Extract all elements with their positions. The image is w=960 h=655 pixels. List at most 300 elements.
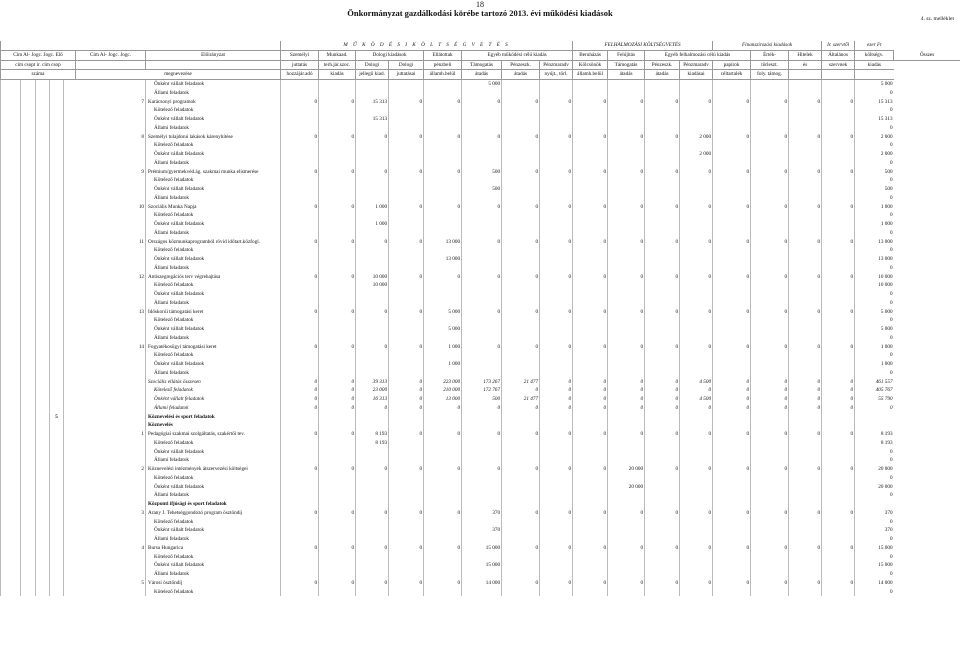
- row-code-2: [21, 456, 36, 465]
- row-value: [822, 351, 855, 360]
- row-value: 0: [680, 168, 713, 177]
- row-value: 0: [540, 98, 573, 107]
- row-value: [424, 150, 462, 159]
- row-value: [389, 211, 424, 220]
- row-code-1: [1, 360, 21, 369]
- row-value: [540, 553, 573, 562]
- row-value: [462, 413, 502, 422]
- row-value: 0: [462, 308, 502, 317]
- row-value: 0: [502, 133, 540, 142]
- header-col-label: Egyéb működési célú kiadás: [462, 50, 573, 60]
- table-row: [1, 159, 960, 168]
- row-value: [356, 570, 389, 579]
- header-blank: [76, 60, 146, 70]
- row-value: 0: [281, 238, 319, 247]
- row-value: 0: [713, 133, 751, 142]
- row-value: 0: [281, 133, 319, 142]
- row-value: [573, 316, 608, 325]
- row-value: [573, 483, 608, 492]
- row-value: [751, 281, 789, 290]
- row-value: [502, 80, 540, 89]
- row-value: 2 000: [680, 150, 713, 159]
- row-value: 0: [608, 378, 645, 387]
- row-value: 0: [713, 404, 751, 413]
- table-row: [1, 421, 960, 430]
- row-value: 0: [281, 544, 319, 553]
- row-code-1: [1, 194, 21, 203]
- row-value: [462, 141, 502, 150]
- table-row: [1, 273, 960, 282]
- row-section-number: [50, 203, 64, 212]
- row-value: [608, 176, 645, 185]
- row-value: [645, 211, 680, 220]
- row-value: [680, 255, 713, 264]
- row-value: [424, 290, 462, 299]
- row-value: 0: [713, 509, 751, 518]
- row-number: [64, 456, 146, 465]
- row-value: 0: [680, 430, 713, 439]
- row-value: 0: [389, 168, 424, 177]
- row-value: [389, 456, 424, 465]
- row-value: [389, 518, 424, 527]
- row-value: [822, 325, 855, 334]
- row-value: 0: [822, 308, 855, 317]
- row-value: [502, 141, 540, 150]
- row-value: [789, 413, 822, 422]
- row-value: 0: [540, 386, 573, 395]
- row-label: Önként vállalt feladatok: [146, 150, 281, 159]
- row-value: [645, 281, 680, 290]
- row-value: [319, 351, 356, 360]
- row-value: 0: [319, 133, 356, 142]
- row-label: Kötelező feladatok: [146, 106, 281, 115]
- row-value: [319, 535, 356, 544]
- row-value: 0: [462, 465, 502, 474]
- row-value: 4 500: [680, 395, 713, 404]
- header-col-sublabel: Dologi: [389, 60, 424, 70]
- row-value: [319, 299, 356, 308]
- row-code-2: [21, 281, 36, 290]
- row-value: [713, 316, 751, 325]
- row-value: [822, 255, 855, 264]
- row-code-3: [36, 369, 50, 378]
- row-value: [680, 588, 713, 597]
- row-number: [64, 194, 146, 203]
- row-value: 0: [822, 203, 855, 212]
- row-value: 14 000: [462, 579, 502, 588]
- row-section-number: [50, 404, 64, 413]
- row-code-3: [36, 500, 50, 509]
- row-value: [573, 474, 608, 483]
- row-value: 0: [389, 273, 424, 282]
- row-code-2: [21, 325, 36, 334]
- row-value: [281, 299, 319, 308]
- row-code-1: [1, 386, 21, 395]
- row-value: [356, 159, 389, 168]
- row-value: [680, 325, 713, 334]
- row-code-2: [21, 579, 36, 588]
- row-value: 0: [319, 404, 356, 413]
- row-section-number: [50, 115, 64, 124]
- row-label: Szociális ellátás összesen: [146, 378, 281, 387]
- row-number: [64, 325, 146, 334]
- row-value: [389, 483, 424, 492]
- row-value: [573, 570, 608, 579]
- row-total: 1 000: [855, 220, 894, 229]
- row-section-number: [50, 421, 64, 430]
- row-value: [281, 316, 319, 325]
- row-value: 0: [713, 273, 751, 282]
- row-total: 0: [855, 456, 894, 465]
- row-value: [502, 570, 540, 579]
- row-code-3: [36, 98, 50, 107]
- row-value: [713, 325, 751, 334]
- row-value: 39 313: [356, 378, 389, 387]
- row-code-1: [1, 413, 21, 422]
- row-value: [680, 553, 713, 562]
- row-value: [789, 255, 822, 264]
- row-code-1: [1, 80, 21, 89]
- row-label: Önként vállalt feladatok: [146, 185, 281, 194]
- row-value: [389, 570, 424, 579]
- row-value: [281, 334, 319, 343]
- page-number: 18: [476, 0, 484, 9]
- row-value: [462, 369, 502, 378]
- row-total: 0: [855, 89, 894, 98]
- row-value: 0: [281, 98, 319, 107]
- row-value: [356, 124, 389, 133]
- row-code-3: [36, 80, 50, 89]
- row-value: 16 313: [356, 395, 389, 404]
- row-value: [645, 290, 680, 299]
- row-value: 0: [540, 203, 573, 212]
- table-row: [1, 561, 960, 570]
- row-number: [64, 413, 146, 422]
- row-value: [424, 159, 462, 168]
- row-value: 0: [680, 203, 713, 212]
- row-number: [64, 386, 146, 395]
- header-col-sublabel: Pénzmaradv: [680, 60, 713, 70]
- row-value: [356, 299, 389, 308]
- row-number: 5: [64, 579, 146, 588]
- row-value: 0: [319, 509, 356, 518]
- row-label: Kötelező feladatok: [146, 553, 281, 562]
- table-row: [1, 194, 960, 203]
- row-value: [822, 106, 855, 115]
- row-value: 0: [573, 386, 608, 395]
- row-value: [822, 561, 855, 570]
- row-code-3: [36, 150, 50, 159]
- row-value: [424, 194, 462, 203]
- row-value: [502, 351, 540, 360]
- row-code-2: [21, 535, 36, 544]
- row-value: [462, 456, 502, 465]
- row-value: [680, 439, 713, 448]
- row-code-2: [21, 273, 36, 282]
- row-code-1: [1, 98, 21, 107]
- row-value: [573, 360, 608, 369]
- row-value: [540, 159, 573, 168]
- row-value: [462, 246, 502, 255]
- row-value: [424, 299, 462, 308]
- row-value: [713, 561, 751, 570]
- table-row: [1, 255, 960, 264]
- row-section-number: [50, 273, 64, 282]
- row-value: [424, 483, 462, 492]
- row-value: [389, 124, 424, 133]
- row-value: [540, 194, 573, 203]
- row-code-1: [1, 474, 21, 483]
- row-value: [281, 500, 319, 509]
- row-value: 0: [319, 98, 356, 107]
- row-value: 0: [319, 386, 356, 395]
- row-value: 0: [389, 465, 424, 474]
- row-value: 0: [645, 430, 680, 439]
- row-label: Önként vállalt feladatok: [146, 360, 281, 369]
- row-value: [424, 474, 462, 483]
- row-value: 0: [389, 395, 424, 404]
- row-value: 0: [680, 404, 713, 413]
- row-code-3: [36, 316, 50, 325]
- row-value: [281, 89, 319, 98]
- row-value: [389, 474, 424, 483]
- row-value: [281, 106, 319, 115]
- row-value: [822, 194, 855, 203]
- row-section-number: [50, 150, 64, 159]
- row-value: [608, 264, 645, 273]
- row-value: [608, 290, 645, 299]
- row-value: [319, 281, 356, 290]
- row-value: [680, 299, 713, 308]
- row-value: [713, 421, 751, 430]
- row-code-2: [21, 150, 36, 159]
- table-row: [1, 203, 960, 212]
- row-value: [281, 194, 319, 203]
- row-section-number: [50, 98, 64, 107]
- row-value: [389, 290, 424, 299]
- row-value: [540, 316, 573, 325]
- row-code-3: [36, 159, 50, 168]
- row-code-1: [1, 553, 21, 562]
- row-value: 0: [502, 579, 540, 588]
- row-value: [789, 281, 822, 290]
- row-value: [822, 299, 855, 308]
- row-value: [540, 570, 573, 579]
- row-value: [751, 211, 789, 220]
- row-label: Országos közmunkaprogramból rövid időtart.közfogl.: [146, 238, 281, 247]
- row-value: 0: [822, 404, 855, 413]
- row-code-2: [21, 220, 36, 229]
- row-value: [356, 535, 389, 544]
- row-value: 0: [389, 378, 424, 387]
- row-value: 0: [645, 386, 680, 395]
- row-value: 0: [573, 273, 608, 282]
- row-value: [751, 325, 789, 334]
- row-code-1: [1, 404, 21, 413]
- row-value: [789, 570, 822, 579]
- row-section-number: 5: [50, 413, 64, 422]
- row-value: [608, 518, 645, 527]
- row-label: Önként vállalt feladatok: [146, 255, 281, 264]
- row-value: [645, 220, 680, 229]
- row-value: [789, 334, 822, 343]
- row-total: 13 000: [855, 255, 894, 264]
- row-value: 0: [608, 430, 645, 439]
- row-value: [540, 351, 573, 360]
- row-value: [645, 483, 680, 492]
- row-section-number: [50, 308, 64, 317]
- row-value: [462, 115, 502, 124]
- row-value: [389, 281, 424, 290]
- table-row: [1, 553, 960, 562]
- row-value: [713, 194, 751, 203]
- row-label: Pedagógiai szakmai szolgáltatás, szakértői tev.: [146, 430, 281, 439]
- row-value: [713, 369, 751, 378]
- header-col-sublabel: és: [789, 60, 822, 70]
- row-value: 0: [645, 273, 680, 282]
- row-value: [319, 176, 356, 185]
- row-value: [645, 518, 680, 527]
- row-value: [789, 316, 822, 325]
- row-value: [356, 106, 389, 115]
- row-value: [713, 518, 751, 527]
- row-number: [64, 360, 146, 369]
- row-value: [356, 141, 389, 150]
- row-value: 0: [789, 395, 822, 404]
- row-value: 0: [281, 378, 319, 387]
- row-value: [608, 334, 645, 343]
- row-value: [751, 588, 789, 597]
- row-value: [540, 246, 573, 255]
- row-code-3: [36, 203, 50, 212]
- row-value: 1 000: [356, 203, 389, 212]
- row-value: 0: [645, 544, 680, 553]
- table-row: [1, 544, 960, 553]
- row-value: [645, 588, 680, 597]
- row-value: [789, 211, 822, 220]
- header-group-financing: Finanszírozási kiadások: [713, 41, 822, 50]
- row-value: [751, 518, 789, 527]
- row-section-number: [50, 246, 64, 255]
- row-value: [462, 264, 502, 273]
- row-value: [540, 281, 573, 290]
- row-code-2: [21, 360, 36, 369]
- row-value: 0: [462, 343, 502, 352]
- row-code-2: [21, 159, 36, 168]
- row-value: [573, 561, 608, 570]
- row-number: [64, 351, 146, 360]
- row-value: 15 000: [462, 544, 502, 553]
- row-value: [502, 421, 540, 430]
- row-total: 0: [855, 351, 894, 360]
- row-value: [573, 141, 608, 150]
- row-value: [573, 456, 608, 465]
- row-value: [645, 439, 680, 448]
- row-value: [680, 176, 713, 185]
- row-value: [751, 369, 789, 378]
- header-col-sublabel: Kölcsönök: [573, 60, 608, 70]
- row-number: [64, 211, 146, 220]
- header-col-label: Dologi kiadások: [356, 50, 424, 60]
- row-value: 0: [540, 133, 573, 142]
- row-value: 0: [389, 509, 424, 518]
- row-total: 0: [855, 159, 894, 168]
- row-code-1: [1, 378, 21, 387]
- row-value: [751, 115, 789, 124]
- row-section-number: [50, 80, 64, 89]
- row-value: [751, 570, 789, 579]
- row-code-3: [36, 264, 50, 273]
- row-value: [789, 159, 822, 168]
- row-value: [608, 211, 645, 220]
- row-value: [356, 518, 389, 527]
- row-label: Fogyatékosügyi támogatási keret: [146, 343, 281, 352]
- row-code-3: [36, 535, 50, 544]
- table-row: [1, 526, 960, 535]
- row-value: [502, 176, 540, 185]
- row-total: [855, 413, 894, 422]
- row-value: 0: [462, 238, 502, 247]
- row-value: [680, 220, 713, 229]
- row-value: [645, 561, 680, 570]
- header-row-3: [1, 60, 960, 70]
- row-code-2: [21, 308, 36, 317]
- row-value: [789, 448, 822, 457]
- row-value: [789, 421, 822, 430]
- row-value: [789, 246, 822, 255]
- row-number: [64, 89, 146, 98]
- row-value: 0: [424, 273, 462, 282]
- row-total: 0: [855, 518, 894, 527]
- row-value: [502, 553, 540, 562]
- row-value: [319, 369, 356, 378]
- row-value: [608, 124, 645, 133]
- row-value: 0: [713, 395, 751, 404]
- table-row: [1, 150, 960, 159]
- row-value: [540, 483, 573, 492]
- row-value: [540, 360, 573, 369]
- row-value: [356, 369, 389, 378]
- row-number: 10: [64, 203, 146, 212]
- row-value: 0: [502, 168, 540, 177]
- row-code-3: [36, 474, 50, 483]
- row-value: 0: [822, 465, 855, 474]
- row-value: [502, 483, 540, 492]
- row-code-3: [36, 168, 50, 177]
- row-code-2: [21, 570, 36, 579]
- row-value: [281, 325, 319, 334]
- row-value: [502, 518, 540, 527]
- row-value: 0: [680, 579, 713, 588]
- row-value: [789, 115, 822, 124]
- row-value: [822, 474, 855, 483]
- row-code-2: [21, 299, 36, 308]
- row-value: 500: [462, 395, 502, 404]
- table-row: [1, 124, 960, 133]
- row-total: 5 000: [855, 308, 894, 317]
- row-value: [540, 106, 573, 115]
- row-value: [789, 264, 822, 273]
- row-code-3: [36, 579, 50, 588]
- row-value: [822, 290, 855, 299]
- row-value: [608, 500, 645, 509]
- row-value: [356, 456, 389, 465]
- row-value: [573, 150, 608, 159]
- row-value: 0: [540, 430, 573, 439]
- row-value: [645, 491, 680, 500]
- row-code-2: [21, 430, 36, 439]
- row-value: [751, 141, 789, 150]
